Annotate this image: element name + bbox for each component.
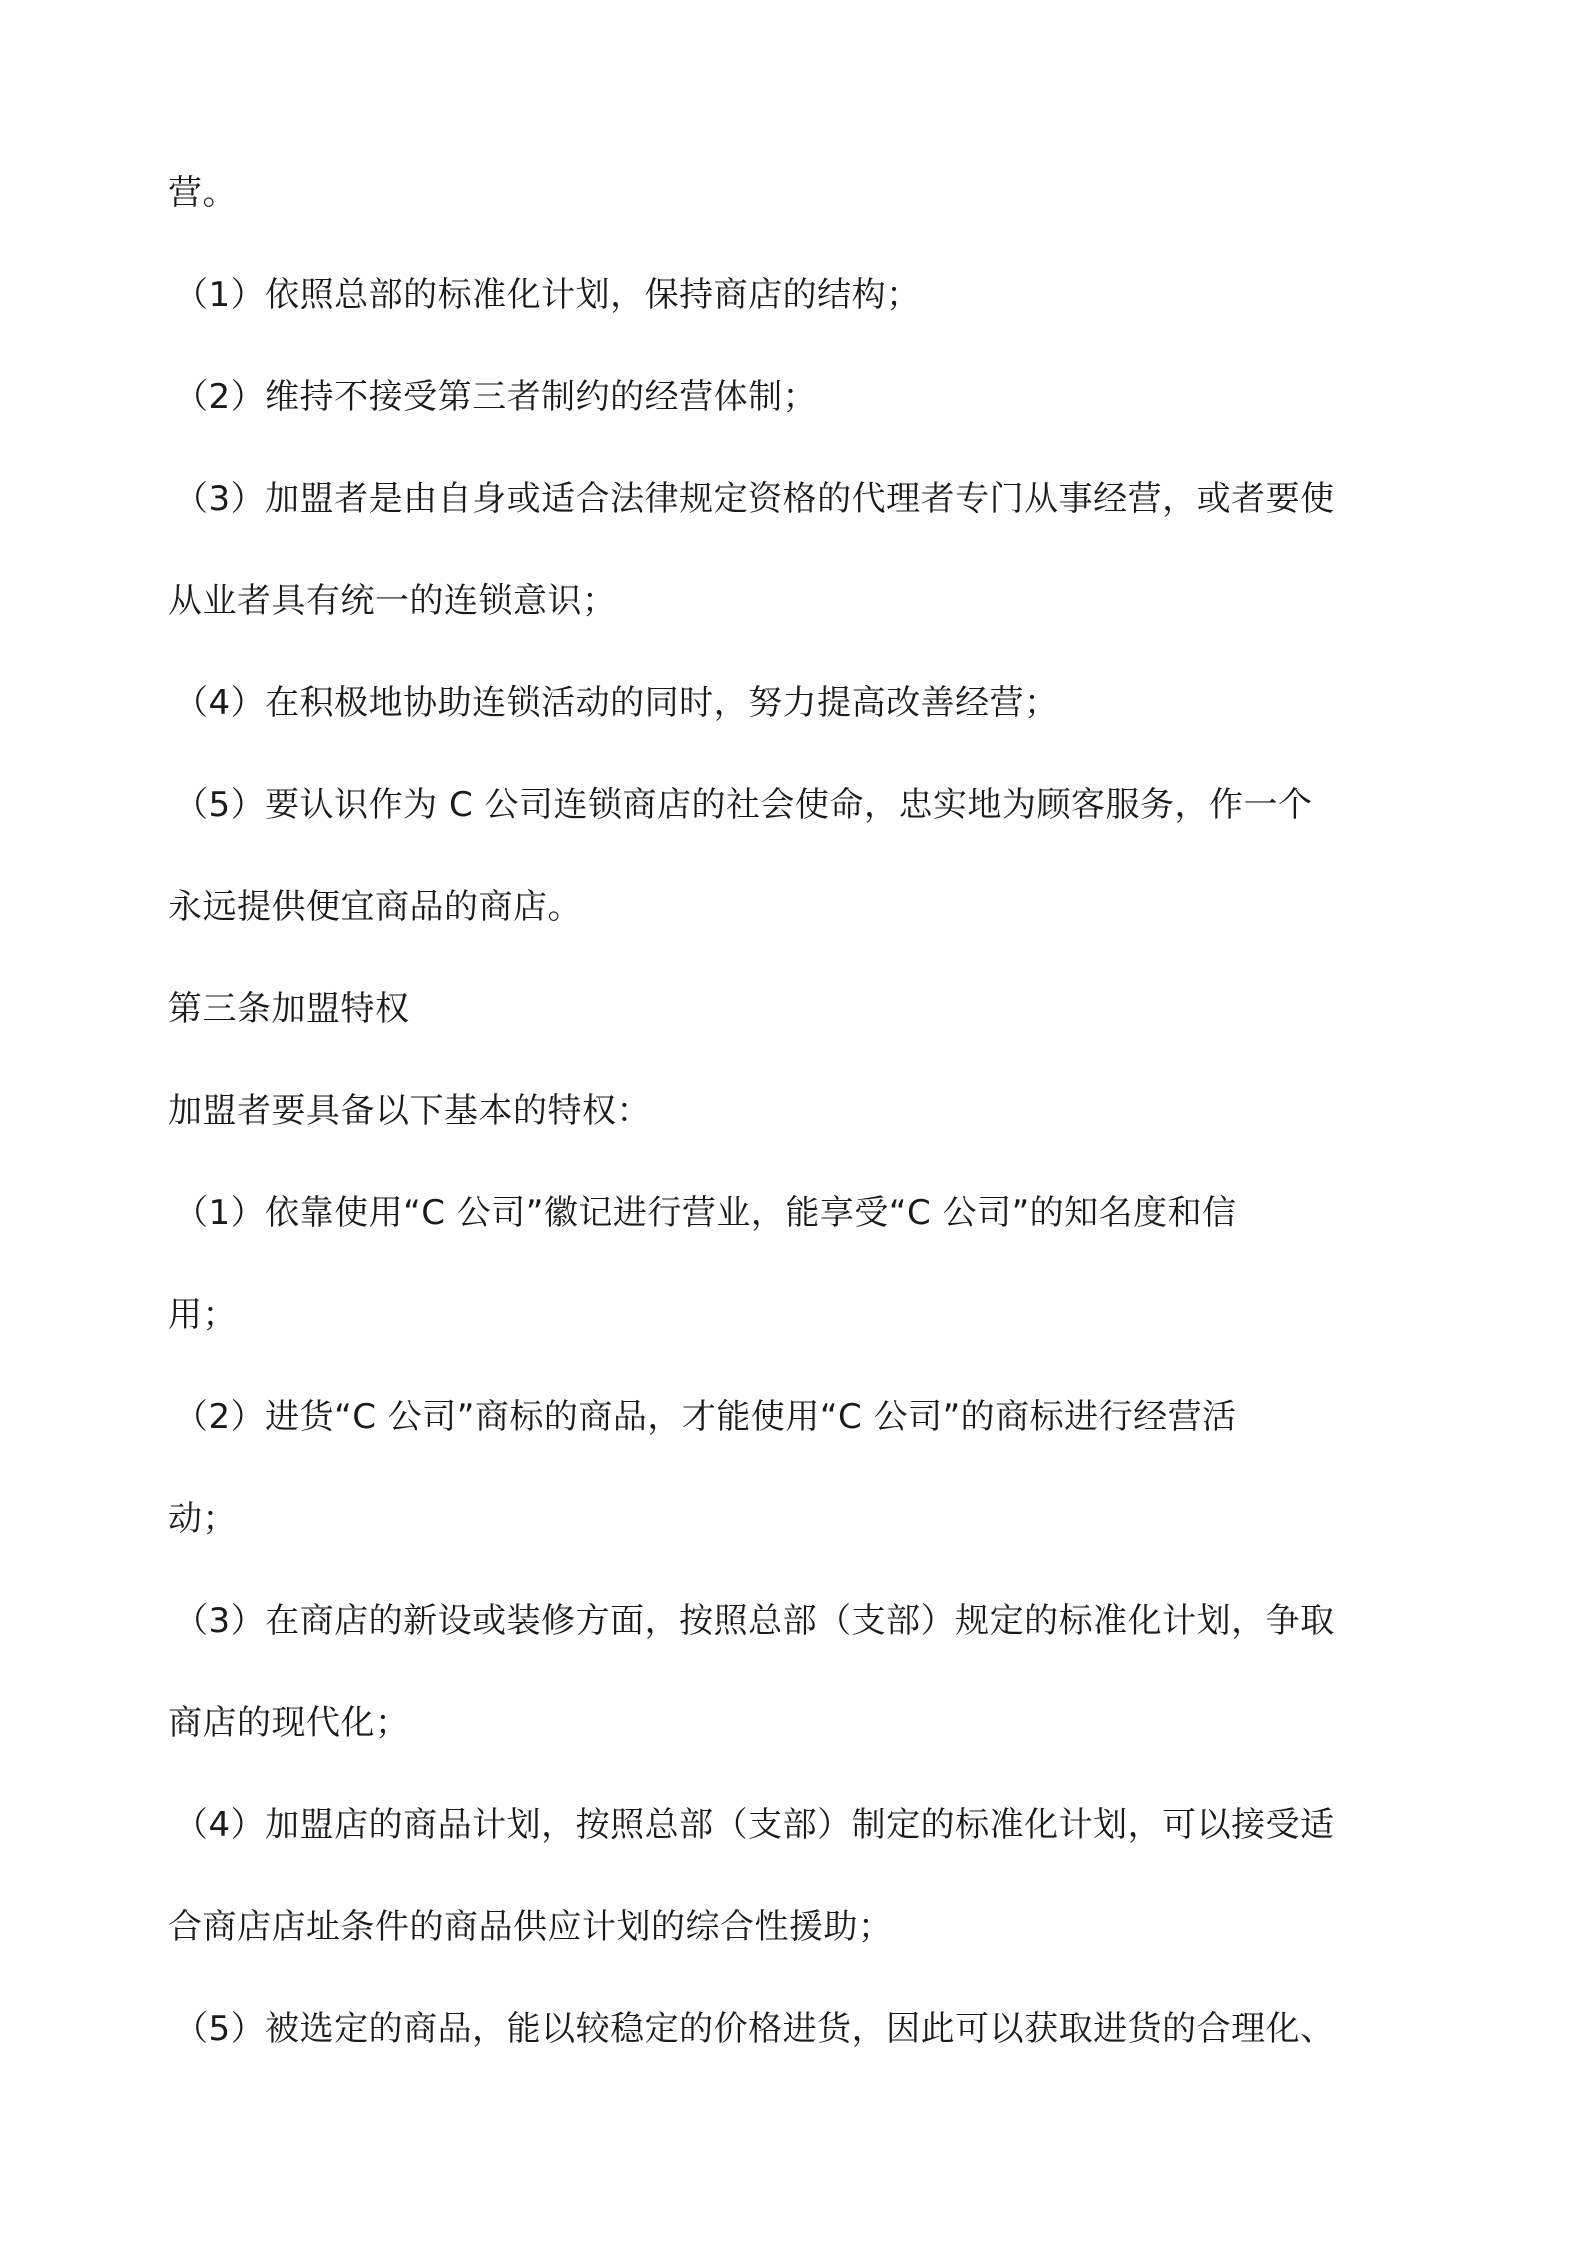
- list-item: （5）要认识作为 C 公司连锁商店的社会使命，忠实地为顾客服务，作一个: [174, 785, 1313, 825]
- section-heading: 第三条加盟特权: [168, 989, 410, 1029]
- list-item: （4）在积极地协助连锁活动的同时，努力提高改善经营；: [174, 683, 1059, 723]
- text-line: 商店的现代化；: [168, 1703, 410, 1743]
- text-line: 用；: [168, 1295, 237, 1335]
- list-item: （4）加盟店的商品计划，按照总部（支部）制定的标准化计划，可以接受适: [174, 1805, 1335, 1845]
- list-item: （1）依靠使用“C 公司”徽记进行营业，能享受“C 公司”的知名度和信: [174, 1193, 1237, 1233]
- list-item: （3）在商店的新设或装修方面，按照总部（支部）规定的标准化计划，争取: [174, 1601, 1335, 1641]
- text-line: 永远提供便宜商品的商店。: [168, 887, 582, 927]
- text-line: 合商店店址条件的商品供应计划的综合性援助；: [168, 1907, 893, 1947]
- text-line: 从业者具有统一的连锁意识；: [168, 581, 617, 621]
- list-item: （1）依照总部的标准化计划，保持商店的结构；: [174, 275, 921, 315]
- text-line: 动；: [168, 1499, 237, 1539]
- list-item: （2）维持不接受第三者制约的经营体制；: [174, 377, 818, 417]
- text-line: 加盟者要具备以下基本的特权：: [168, 1091, 651, 1131]
- text-line: 营。: [168, 173, 237, 213]
- list-item: （2）进货“C 公司”商标的商品，才能使用“C 公司”的商标进行经营活: [174, 1397, 1237, 1437]
- list-item: （5）被选定的商品，能以较稳定的价格进货，因此可以获取进货的合理化、: [174, 2009, 1335, 2049]
- list-item: （3）加盟者是由自身或适合法律规定资格的代理者专门从事经营，或者要使: [174, 479, 1335, 519]
